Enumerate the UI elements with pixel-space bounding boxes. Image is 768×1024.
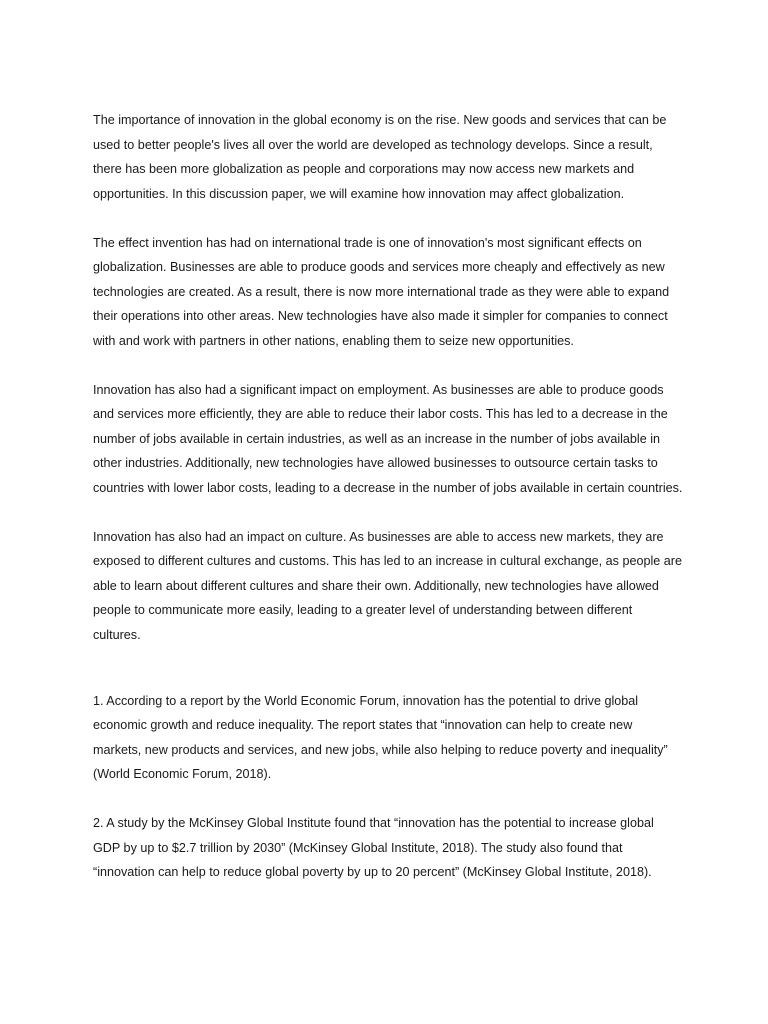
paragraph-trade: The effect invention has had on international trade is one of innovation's most significant effects on globalization. Businesses are able to produce goods and services more cheaply and effectively as new technologies are created. As a result, there is now more international trade as they were able to expand their operations into other areas. New technologies have also made it simpler for companies to connect with and work with partners in other nations, enabling them to seize new opportunities. <box>93 235 670 348</box>
finding-item-2: 2. A study by the McKinsey Global Institute found that “innovation has the potential to increase global GDP by up to $2.7 trillion by 2030” (McKinsey Global Institute, 2018). The study also found that “innovation can help to reduce global poverty by up to 20 percent” (McKinsey Global Institute, 2018). <box>93 816 654 879</box>
section-spacer <box>93 672 683 689</box>
paragraph-employment: Innovation has also had a significant impact on employment. As businesses are able to produce goods and services more efficiently, they are able to reduce their labor costs. This has led to a decrease in the number of jobs available in certain industries, as well as an increase in the number of jobs available in other industries. Additionally, new technologies have allowed businesses to outsource certain tasks to countries with lower labor costs, leading to a decrease in the number of jobs available in certain countries. <box>93 382 683 495</box>
paragraph-culture: Innovation has also had an impact on culture. As businesses are able to access new markets, they are exposed to different cultures and customs. This has led to an increase in cultural exchange, as people are able to learn about different cultures and share their own. Additionally, new technologies have allowed people to communicate more easily, leading to a greater level of understanding between different cultures. <box>93 529 682 642</box>
document-body <box>93 108 683 909</box>
paragraph-intro: The importance of innovation in the global economy is on the rise. New goods and services that can be used to better people's lives all over the world are developed as technology develops. Since a result, there has been more globalization as people and corporations may now access new markets and opportunities. In this discussion paper, we will examine how innovation may affect globalization. <box>93 113 667 201</box>
finding-item-1: 1. According to a report by the World Economic Forum, innovation has the potential to drive global economic growth and reduce inequality. The report states that “innovation can help to create new markets, new products and services, and new jobs, while also helping to reduce poverty and inequality” (World Economic Forum, 2018). <box>93 693 668 781</box>
